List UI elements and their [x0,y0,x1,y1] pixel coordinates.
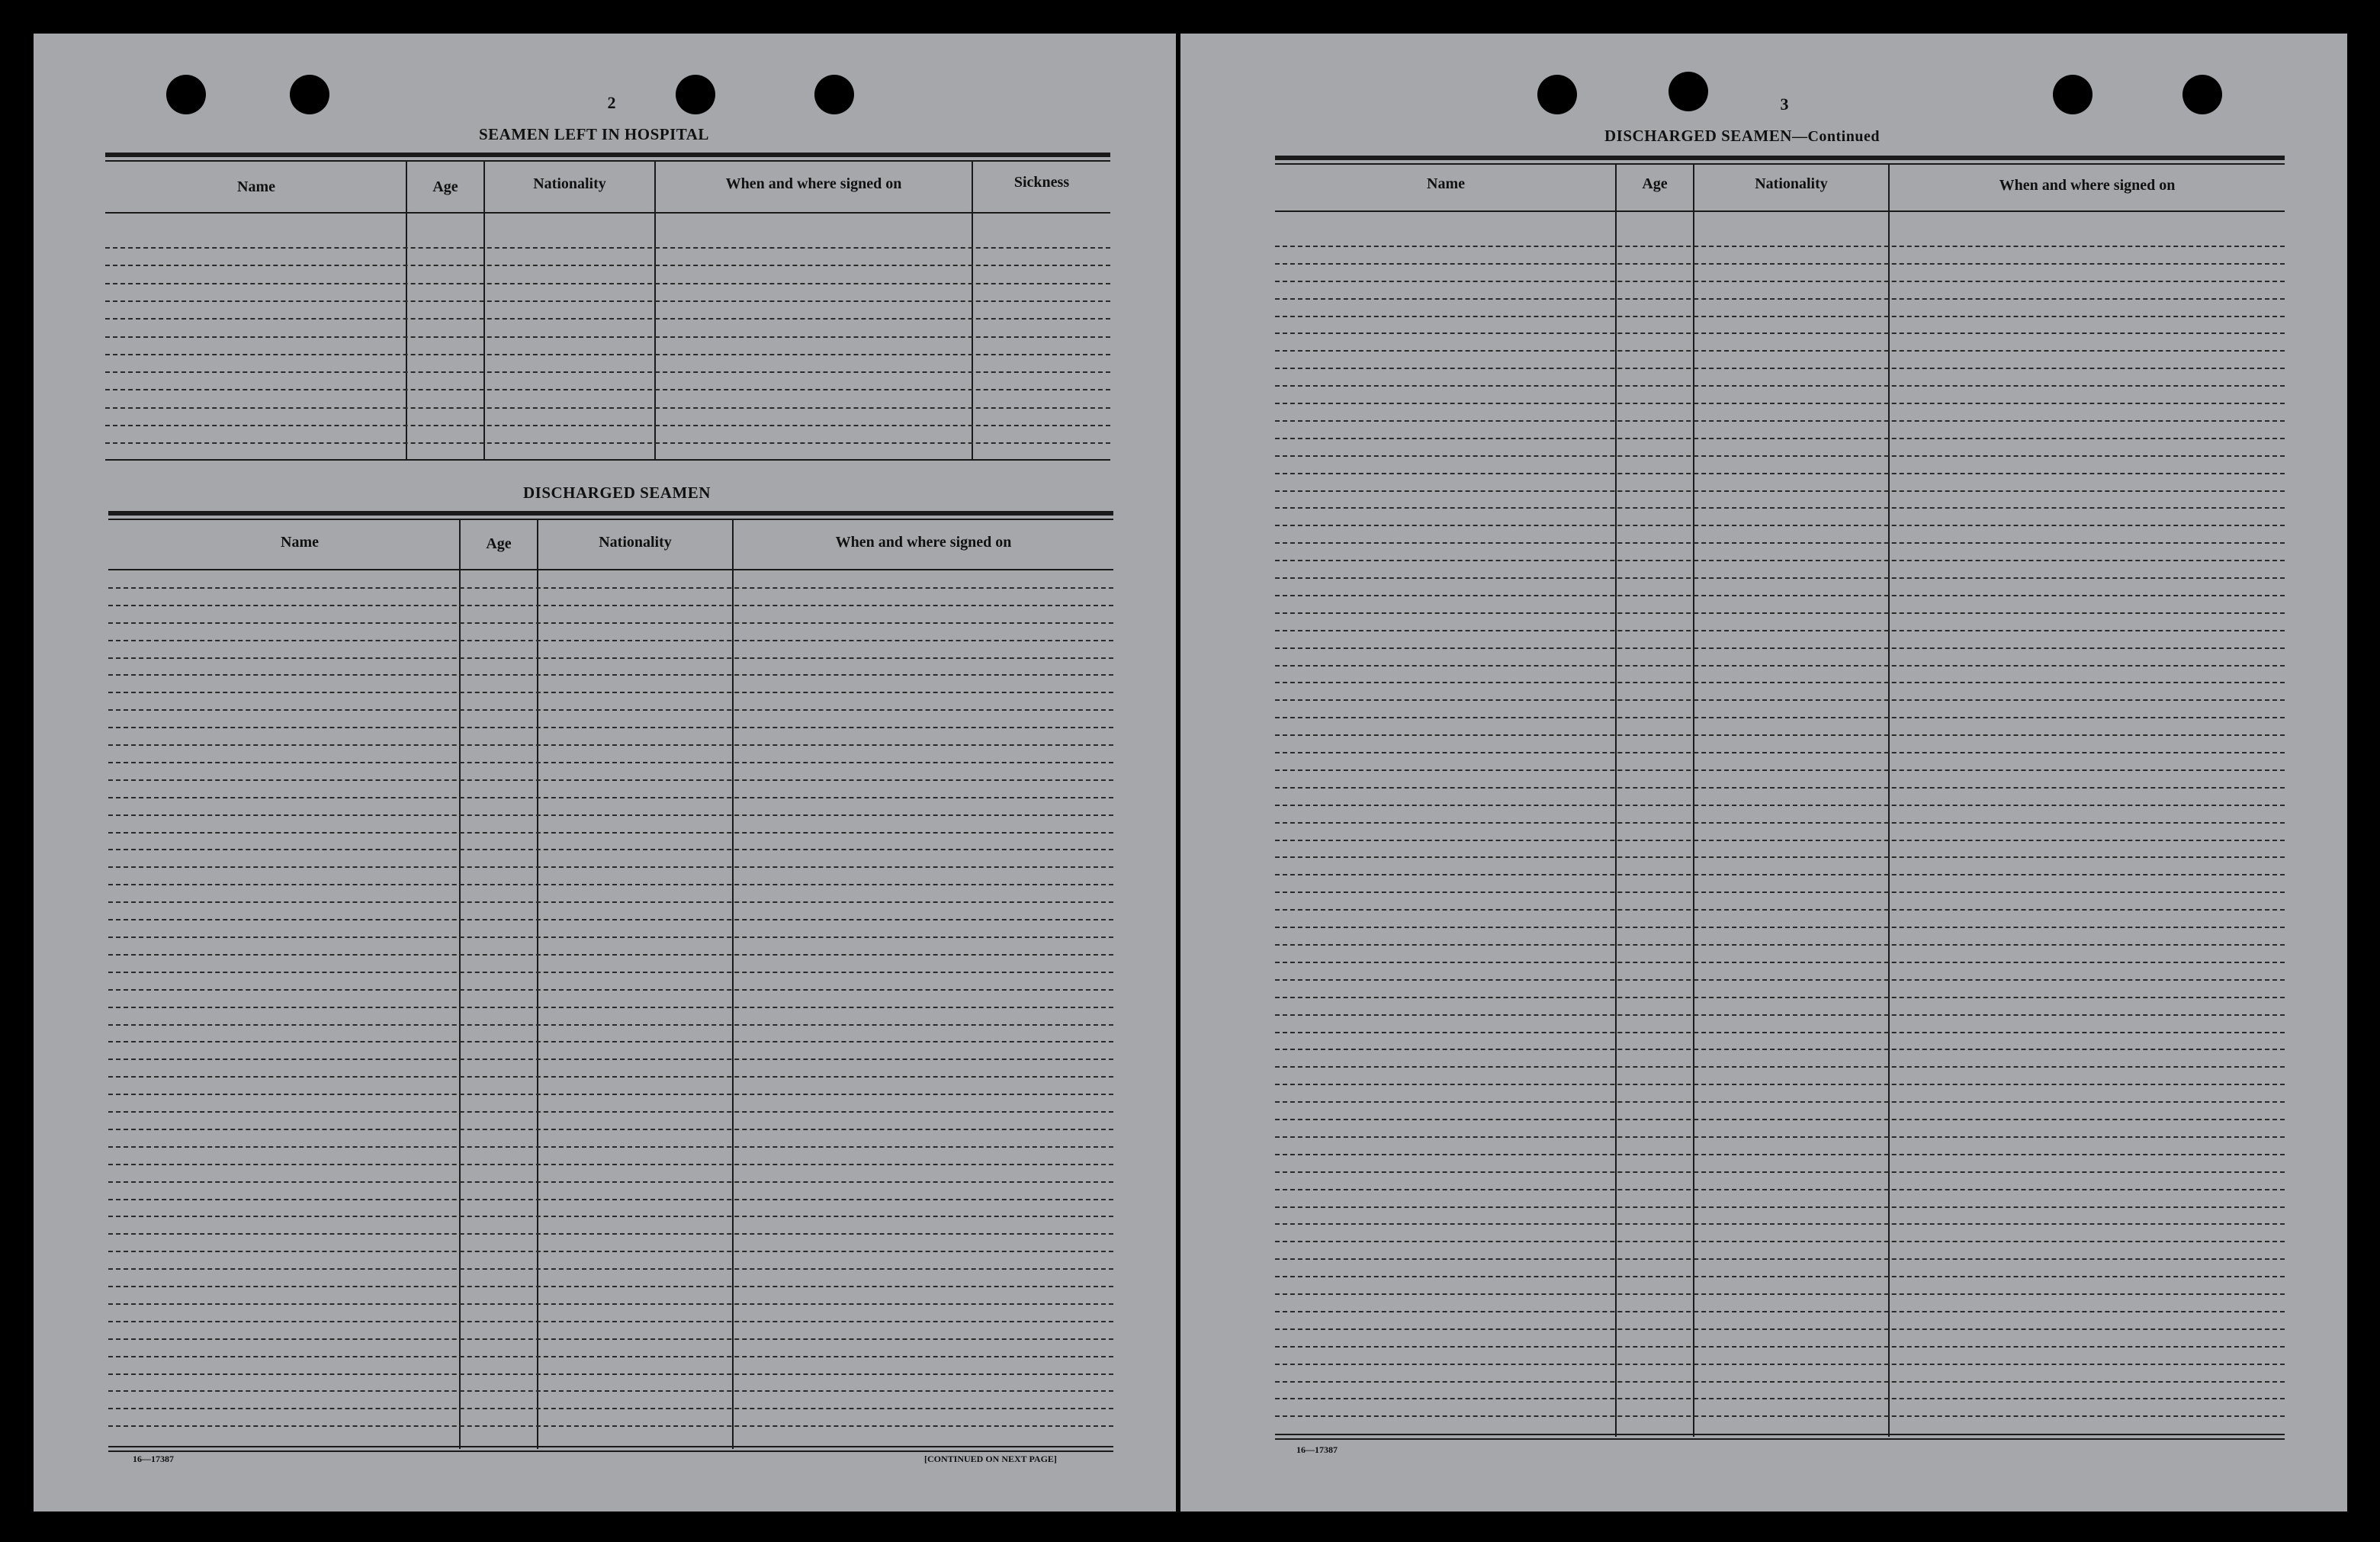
table-row [108,1007,1113,1008]
table-row [105,318,1110,320]
table-row [1275,316,2285,317]
table-row [108,1338,1113,1340]
table-row [108,1164,1113,1165]
table-row [1275,997,2285,998]
hospital-col-nationality: Nationality [533,175,606,192]
table-row [108,1390,1113,1392]
table-top-rule [105,153,1110,157]
table-row [108,1111,1113,1113]
column-divider [459,520,461,1449]
hospital-section-title: SEAMEN LEFT IN HOSPITAL [479,125,709,143]
table-row [105,247,1110,249]
table-row [1275,787,2285,789]
continued-col-nationality: Nationality [1755,175,1828,192]
hospital-col-sickness: Sickness [1013,174,1070,191]
table-row [1275,1084,2285,1085]
table-row [105,300,1110,302]
continued-col-name: Name [1427,175,1465,192]
header-rule [1275,210,2285,212]
table-row [1275,647,2285,649]
continued-col-age: Age [1642,175,1668,192]
table-row [1275,612,2285,614]
page-number: 3 [1780,95,1789,114]
continued-note: [CONTINUED ON NEXT PAGE] [924,1454,1057,1464]
table-row [108,1268,1113,1270]
punch-hole [814,75,854,114]
table-bottom-rule [105,459,1110,461]
table-row [1275,665,2285,667]
column-divider [537,520,538,1449]
table-row [108,1129,1113,1130]
hospital-col-name: Name [237,178,275,195]
table-row [108,692,1113,693]
discharged-col-age: Age [486,535,512,552]
table-row [108,866,1113,868]
table-row [108,640,1113,641]
table-row [1275,874,2285,875]
table-row [108,1216,1113,1217]
column-divider [1693,165,1694,1437]
table-row [108,1146,1113,1148]
table-row [1275,577,2285,579]
column-divider [972,162,973,461]
table-row [1275,1328,2285,1330]
table-row [1275,909,2285,911]
table-row [108,919,1113,920]
table-row [105,407,1110,409]
table-row [1275,368,2285,369]
table-row [1275,752,2285,753]
table-row [108,901,1113,903]
table-row [1275,542,2285,544]
table-row [108,727,1113,728]
table-row [108,762,1113,763]
table-row [1275,1293,2285,1295]
table-row [1275,822,2285,824]
table-row [108,1373,1113,1375]
table-row [105,354,1110,355]
table-row [1275,1241,2285,1242]
discharged-col-name: Name [281,534,319,551]
table-row [1275,1154,2285,1155]
table-row [1275,769,2285,771]
table-row [1275,1206,2285,1208]
table-row [1275,507,2285,509]
table-row [1275,734,2285,736]
table-row [108,1303,1113,1305]
table-row [1275,944,2285,946]
discharged-col-nationality: Nationality [599,534,672,551]
table-row [1275,1415,2285,1417]
table-row [1275,1276,2285,1277]
table-row [1275,1381,2285,1383]
table-row [1275,1223,2285,1225]
table-row [108,1425,1113,1427]
table-row [1275,1311,2285,1312]
table-row [108,1076,1113,1078]
table-row [108,1233,1113,1235]
discharged-col-signed-on: When and where signed on [835,534,1012,551]
column-divider [1615,165,1617,1437]
discharged-continued-title-suffix: —Continued [1791,128,1880,145]
table-row [1275,1101,2285,1103]
table-row [108,814,1113,816]
table-row [1275,1066,2285,1068]
table-row [1275,403,2285,404]
table-row [108,832,1113,834]
table-row [1275,1364,2285,1365]
punch-hole [166,75,206,114]
table-row [108,954,1113,956]
table-top-rule-thin [1275,163,2285,165]
table-row [108,674,1113,676]
table-row [1275,630,2285,631]
table-row [1275,490,2285,492]
table-row [108,972,1113,973]
discharged-continued-title-main: DISCHARGED SEAMEN [1604,127,1792,145]
table-row [108,989,1113,991]
table-row [108,797,1113,798]
punch-hole [1669,72,1708,111]
table-row [108,1024,1113,1026]
table-row [1275,246,2285,247]
table-row [108,709,1113,711]
table-top-rule-thin [108,519,1113,520]
table-row [1275,263,2285,265]
table-row [1275,891,2285,893]
table-row [1275,1398,2285,1399]
right-page [1180,34,2347,1511]
table-row [1275,1014,2285,1016]
table-row [1275,298,2285,300]
table-row [108,1059,1113,1060]
left-page [34,34,1176,1511]
punch-hole [2182,75,2222,114]
table-row [108,936,1113,938]
column-divider [732,520,734,1449]
table-row [1275,595,2285,596]
table-row [1275,385,2285,387]
table-row [108,605,1113,606]
table-row [1275,1346,2285,1348]
table-row [1275,438,2285,439]
table-row [1275,927,2285,928]
table-row [1275,840,2285,841]
table-row [1275,1189,2285,1190]
table-row [105,442,1110,444]
table-row [1275,420,2285,422]
column-divider [1888,165,1890,1437]
table-row [108,622,1113,624]
table-bottom-rule [108,1450,1113,1452]
column-divider [406,162,407,461]
table-row [108,657,1113,659]
table-row [1275,1171,2285,1173]
table-row [1275,473,2285,474]
table-row [108,1181,1113,1183]
hospital-col-age: Age [432,178,458,195]
table-row [105,265,1110,266]
table-row [1275,962,2285,963]
table-row [1275,1049,2285,1050]
form-code: 16—17387 [1296,1444,1338,1455]
discharged-continued-title [1604,127,1880,146]
table-row [1275,455,2285,457]
table-row [108,744,1113,746]
table-row [1275,1258,2285,1260]
table-row [108,1041,1113,1042]
table-row [1275,350,2285,352]
table-row [1275,1032,2285,1033]
header-rule [105,212,1110,214]
page-number: 2 [607,93,616,112]
table-row [1275,682,2285,683]
column-divider [483,162,485,461]
column-divider [654,162,656,461]
discharged-section-title: DISCHARGED SEAMEN [523,483,711,502]
table-top-rule [108,511,1113,516]
table-row [105,389,1110,390]
table-bottom-rule [108,1446,1113,1447]
table-row [108,587,1113,589]
form-code: 16—17387 [133,1454,174,1464]
table-row [105,371,1110,373]
table-row [108,884,1113,885]
table-bottom-rule [1275,1434,2285,1435]
table-row [1275,560,2285,561]
table-row [1275,525,2285,526]
table-top-rule [1275,156,2285,160]
punch-hole [676,75,715,114]
header-rule [108,569,1113,570]
table-row [108,1356,1113,1357]
table-row [108,849,1113,850]
table-row [108,1321,1113,1322]
table-row [1275,805,2285,806]
table-row [108,779,1113,781]
table-row [1275,717,2285,718]
continued-col-signed-on: When and where signed on [1999,177,2176,194]
punch-hole [1537,75,1577,114]
table-row [105,283,1110,284]
hospital-col-signed-on: When and where signed on [725,175,902,192]
table-row [108,1286,1113,1287]
table-top-rule-thin [105,160,1110,162]
table-row [1275,699,2285,701]
table-row [1275,979,2285,981]
table-row [108,1094,1113,1095]
punch-hole [2053,75,2093,114]
table-row [105,336,1110,338]
table-row [108,1408,1113,1409]
table-row [1275,856,2285,858]
table-row [108,1251,1113,1252]
table-row [108,1199,1113,1200]
table-row [1275,1119,2285,1120]
table-row [1275,1136,2285,1138]
punch-hole [290,75,329,114]
table-row [1275,281,2285,282]
table-bottom-rule [1275,1438,2285,1440]
table-row [105,425,1110,426]
table-row [1275,332,2285,334]
